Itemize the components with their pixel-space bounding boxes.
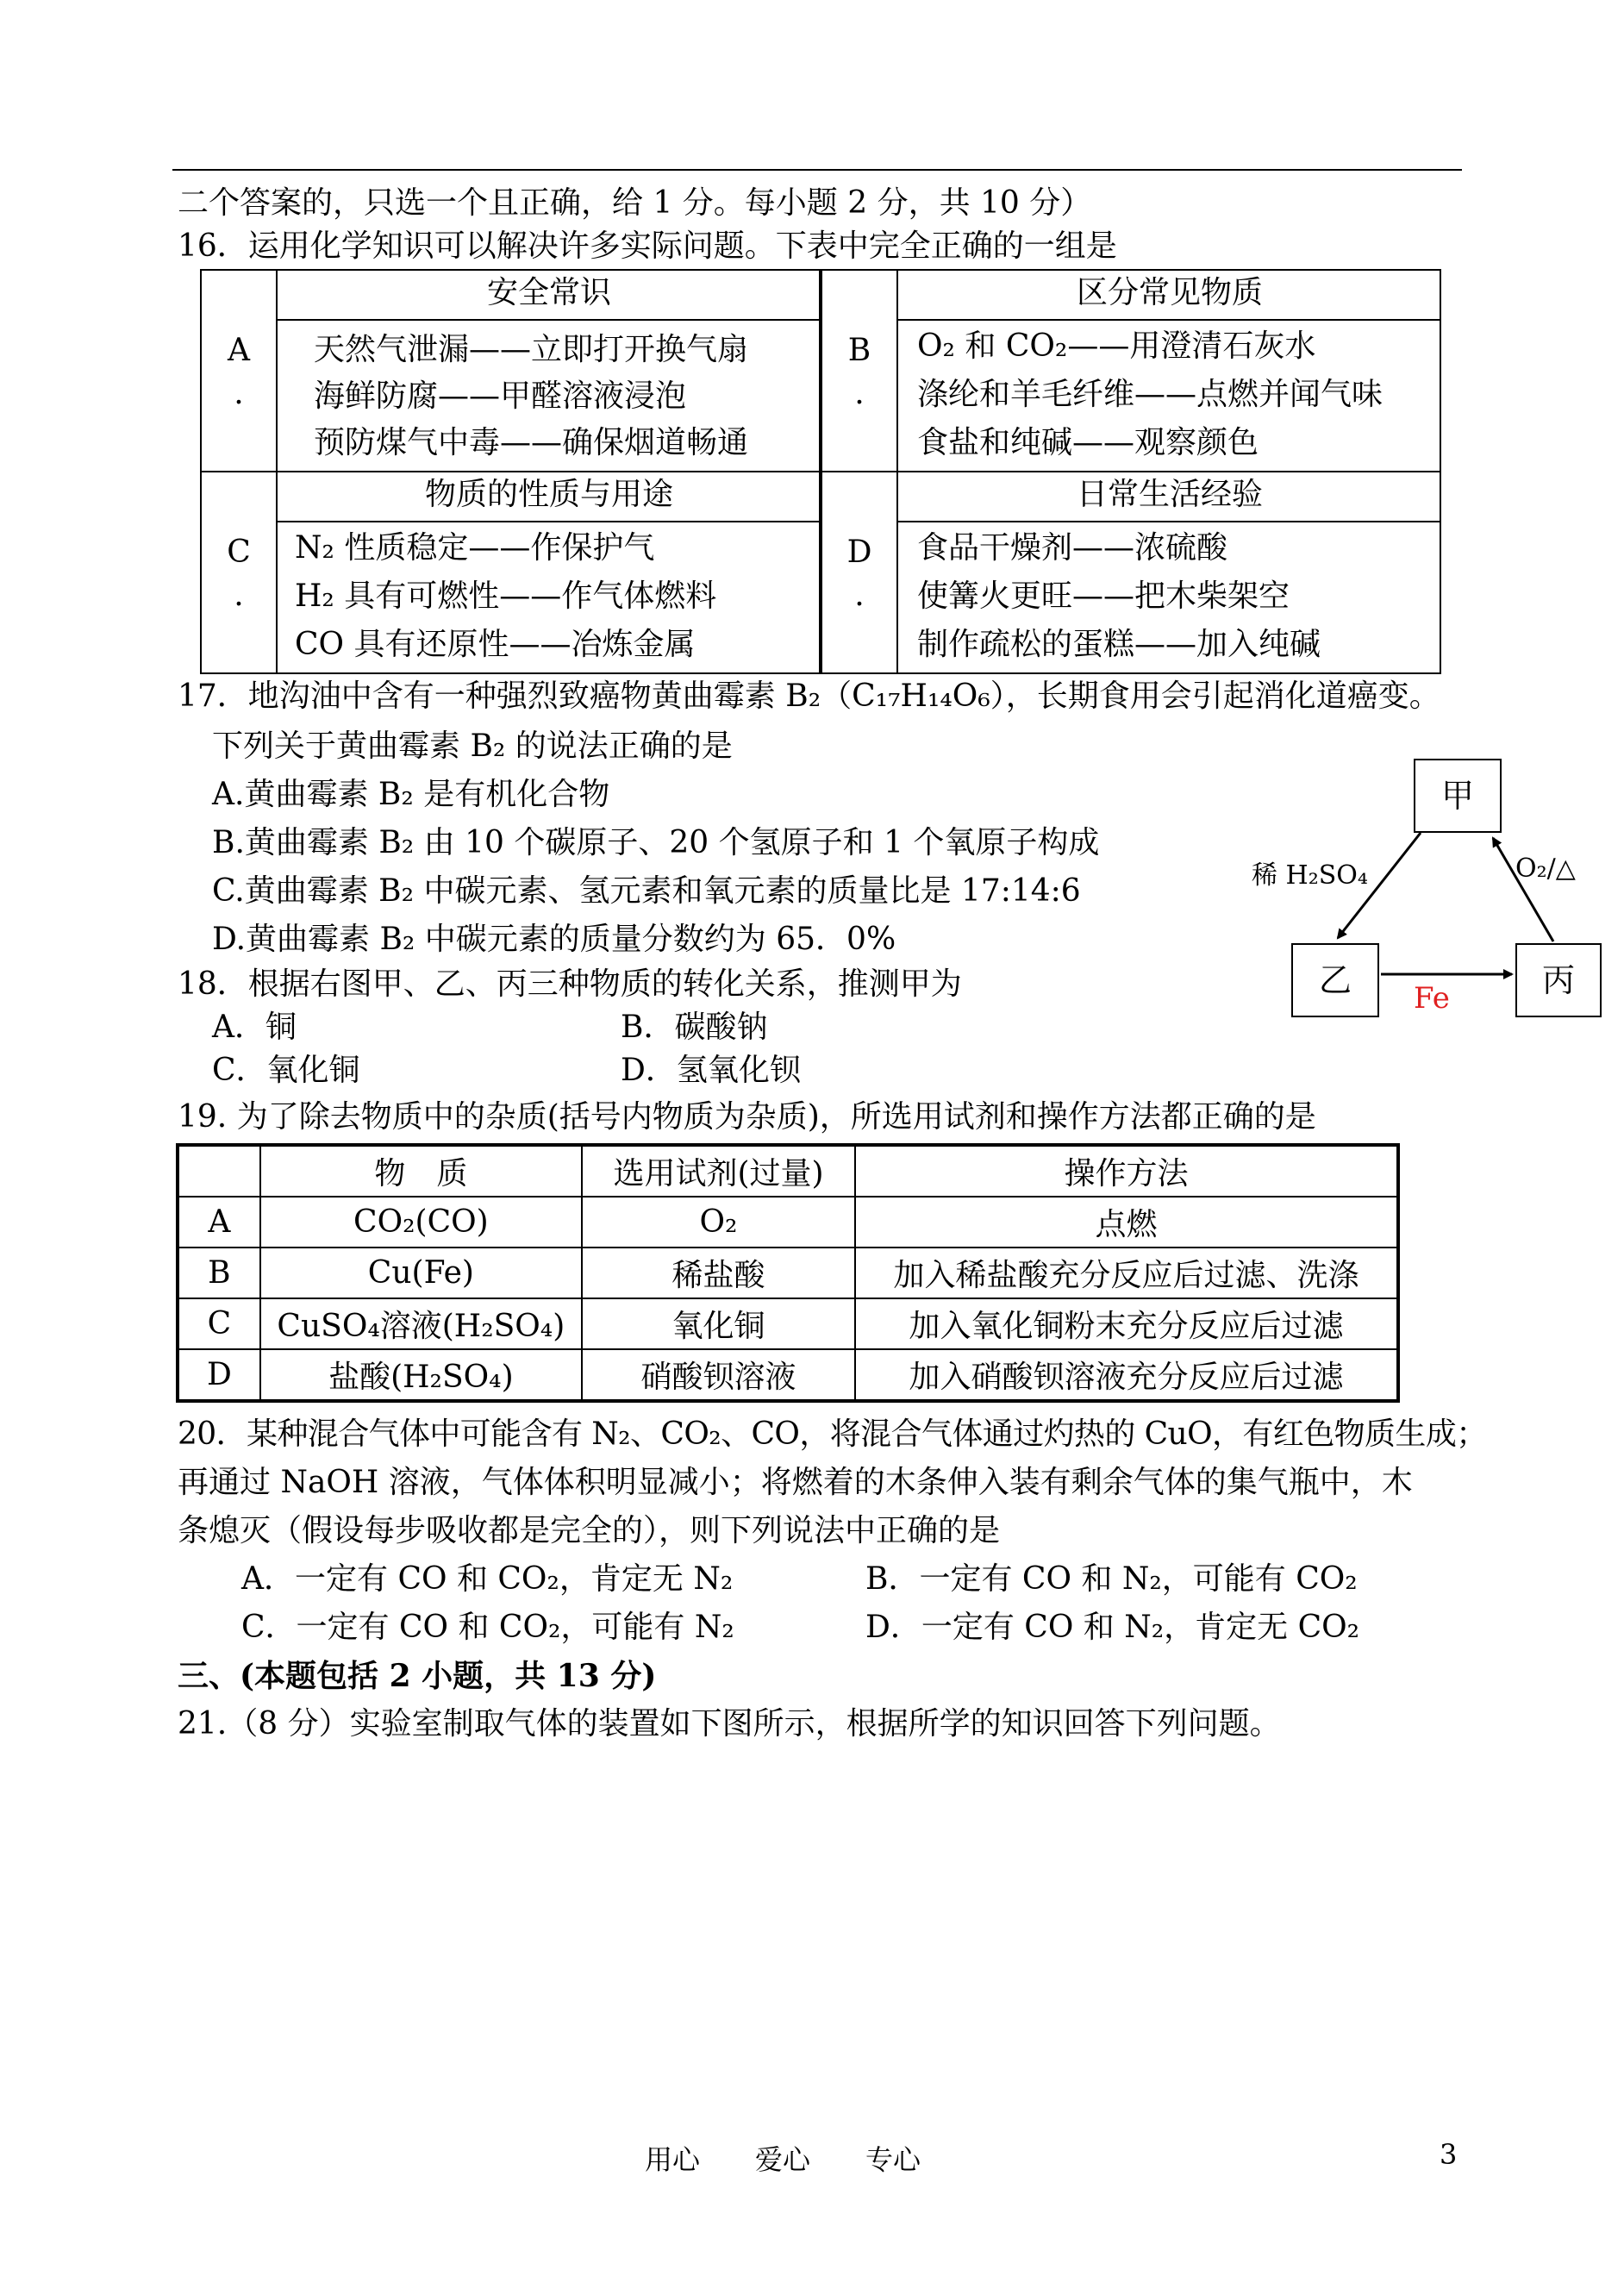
q20-line-1: 20．某种混合气体中可能含有 N₂、CO₂、CO，将混合气体通过灼热的 CuO，有红色物质生成；: [178, 1416, 1487, 1452]
section-3-heading: 三、(本题包括 2 小题，共 13 分): [178, 1658, 657, 1694]
q17-stem-1: 17．地沟油中含有一种强烈致癌物黄曲霉素 B₂（C₁₇H₁₄O₆），长期食用会引起消化道癌变。: [178, 678, 1440, 714]
q17-option-d: D.黄曲霉素 B₂ 中碳元素的质量分数约为 65．0%: [212, 922, 896, 957]
table-row: [178, 1349, 1398, 1401]
q16-b-line-3: 食盐和纯碱——观察颜色: [917, 425, 1259, 460]
label-fe: Fe: [1414, 981, 1450, 1016]
q16-header-d: 日常生活经验: [1076, 477, 1263, 512]
q16-label-a: A: [228, 333, 250, 368]
q19-row-c-reagent: 氧化铜: [582, 1298, 855, 1349]
q16-label-d-dot: .: [854, 578, 865, 613]
footer-motto: 用心 爱心 专心: [645, 2143, 921, 2176]
q19-header-method: 操作方法: [855, 1145, 1398, 1197]
q19-header-reagent: 选用试剂(过量): [582, 1145, 855, 1197]
q16-header-b: 区分常见物质: [1076, 275, 1263, 310]
q16-d-line-2: 使篝火更旺——把木柴架空: [917, 578, 1290, 614]
q20-option-b: B．一定有 CO 和 N₂，可能有 CO₂: [865, 1561, 1358, 1597]
q16-d-line-3: 制作疏松的蛋糕——加入纯碱: [917, 627, 1321, 662]
q16-header-c: 物质的性质与用途: [424, 477, 673, 512]
node-jia: 甲: [1414, 759, 1502, 833]
q16-a-line-3: 预防煤气中毒——确保烟道畅通: [314, 425, 749, 460]
q16-label-d: D: [846, 535, 872, 570]
conversion-diagram: [1241, 759, 1603, 1026]
q20-option-d: D．一定有 CO 和 N₂，肯定无 CO₂: [865, 1610, 1360, 1645]
q16-c-line-1: N₂ 性质稳定——作保护气: [295, 530, 655, 566]
q17-stem-2: 下列关于黄曲霉素 B₂ 的说法正确的是: [212, 729, 733, 764]
table-row: [178, 1197, 1398, 1248]
q17-option-c: C.黄曲霉素 B₂ 中碳元素、氢元素和氧元素的质量比是 17:14:6: [212, 873, 1081, 909]
q20-line-2: 再通过 NaOH 溶液，气体体积明显减小；将燃着的木条伸入装有剩余气体的集气瓶中，木: [178, 1465, 1413, 1500]
label-o2-heat: O₂/△: [1515, 854, 1576, 884]
table-row: [178, 1298, 1398, 1349]
q16-stem: 16．运用化学知识可以解决许多实际问题。下表中完全正确的一组是: [178, 228, 1117, 264]
q16-a-line-2: 海鲜防腐——甲醛溶液浸泡: [314, 378, 687, 414]
table-row: [178, 1248, 1398, 1298]
q19-row-c-label: C: [178, 1298, 260, 1349]
q16-header-a: 安全常识: [486, 275, 611, 310]
q16-b-line-2: 涤纶和羊毛纤维——点燃并闻气味: [917, 377, 1384, 412]
q16-table: [200, 269, 1441, 674]
q16-b-line-1: O₂ 和 CO₂——用澄清石灰水: [917, 328, 1316, 364]
q19-row-a-label: A: [178, 1197, 260, 1248]
q16-c-line-2: H₂ 具有可燃性——作气体燃料: [295, 578, 717, 614]
q17-option-b: B.黄曲霉素 B₂ 由 10 个碳原子、20 个氢原子和 1 个氧原子构成: [212, 825, 1100, 860]
q19-row-b-reagent: 稀盐酸: [582, 1248, 855, 1298]
q19-row-a-reagent: O₂: [582, 1197, 855, 1248]
q16-c-line-3: CO 具有还原性——冶炼金属: [295, 627, 696, 662]
q16-label-b: B: [847, 333, 871, 368]
q16-label-b-dot: .: [854, 376, 865, 411]
q17-option-a: A.黄曲霉素 B₂ 是有机化合物: [212, 777, 610, 812]
q16-label-a-dot: .: [234, 376, 244, 411]
page-number: 3: [1440, 2138, 1458, 2171]
q20-option-c: C．一定有 CO 和 CO₂，可能有 N₂: [241, 1610, 734, 1645]
q18-option-c: C．氧化铜: [212, 1053, 360, 1088]
q16-label-c-dot: .: [234, 578, 244, 613]
header-rule: [172, 169, 1462, 171]
intro-line: 二个答案的，只选一个且正确，给 1 分。每小题 2 分，共 10 分）: [178, 185, 1092, 221]
q19-header-substance: 物 质: [260, 1145, 582, 1197]
label-dilute-h2so4: 稀 H₂SO₄: [1252, 860, 1368, 891]
q20-line-3: 条熄灭（假设每步吸收都是完全的），则下列说法中正确的是: [178, 1513, 1001, 1548]
q21-stem: 21.（8 分）实验室制取气体的装置如下图所示，根据所学的知识回答下列问题。: [178, 1706, 1281, 1742]
q18-option-b: B．碳酸钠: [621, 1010, 768, 1045]
node-bing: 丙: [1515, 943, 1602, 1017]
q19-row-a-method: 点燃: [855, 1197, 1398, 1248]
q19-table: [176, 1143, 1400, 1403]
q19-row-b-label: B: [178, 1248, 260, 1298]
q20-option-a: A．一定有 CO 和 CO₂，肯定无 N₂: [241, 1561, 734, 1597]
q19-row-d-label: D: [178, 1349, 260, 1401]
q18-option-d: D．氢氧化钡: [621, 1053, 801, 1088]
q16-label-c: C: [227, 535, 251, 570]
q19-row-d-substance: 盐酸(H₂SO₄): [260, 1349, 582, 1401]
q16-d-line-1: 食品干燥剂——浓硫酸: [917, 530, 1228, 566]
q19-stem: 19. 为了除去物质中的杂质(括号内物质为杂质)，所选用试剂和操作方法都正确的是: [178, 1099, 1316, 1135]
q18-option-a: A．铜: [212, 1010, 297, 1045]
node-yi: 乙: [1291, 943, 1379, 1017]
q19-row-d-reagent: 硝酸钡溶液: [582, 1349, 855, 1401]
q19-row-c-substance: CuSO₄溶液(H₂SO₄): [260, 1298, 582, 1349]
table-row: [178, 1145, 1398, 1197]
q18-stem: 18．根据右图甲、乙、丙三种物质的转化关系，推测甲为: [178, 966, 962, 1002]
q19-row-c-method: 加入氧化铜粉末充分反应后过滤: [855, 1298, 1398, 1349]
q19-row-b-substance: Cu(Fe): [260, 1248, 582, 1298]
q19-row-b-method: 加入稀盐酸充分反应后过滤、洗涤: [855, 1248, 1398, 1298]
q16-a-line-1: 天然气泄漏——立即打开换气扇: [314, 332, 749, 367]
q19-header-blank: [178, 1145, 260, 1197]
q19-row-a-substance: CO₂(CO): [260, 1197, 582, 1248]
q19-row-d-method: 加入硝酸钡溶液充分反应后过滤: [855, 1349, 1398, 1401]
